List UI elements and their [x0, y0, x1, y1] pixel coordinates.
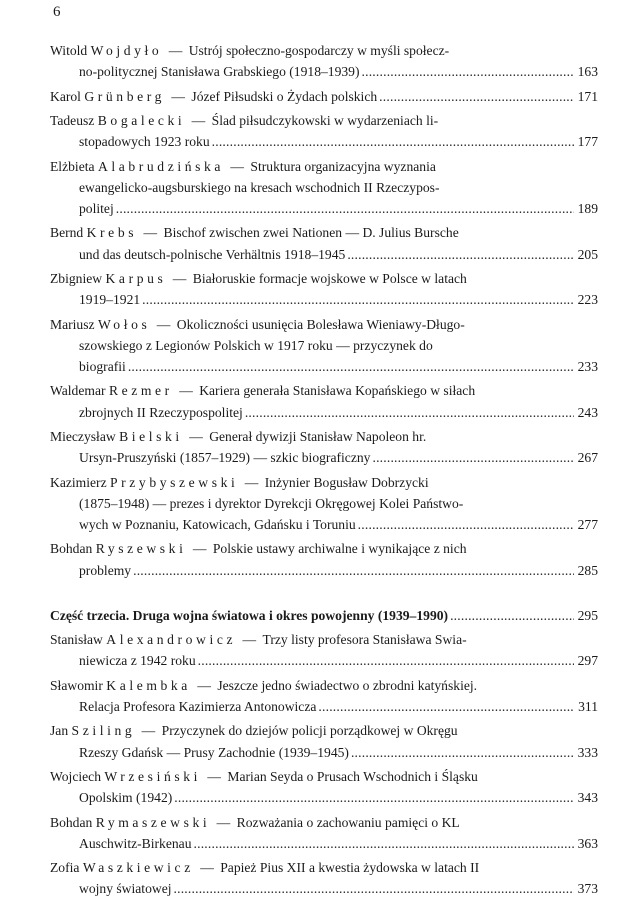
em-dash-separator: —: [168, 88, 189, 104]
entry-title-text: Józef Piłsudski o Żydach polskich: [191, 88, 378, 104]
entry-title-end: [50, 86, 377, 107]
entry-title-line: Kariera generała Stanisława Kopańskiego w siłach: [199, 383, 476, 399]
entry-page-number: 297: [577, 653, 598, 669]
dot-leader: [372, 447, 574, 468]
em-dash-separator: —: [193, 677, 215, 693]
entry-title-line: szowskiego z Legionów Polskich w 1917 roku — przyczynek do: [79, 337, 433, 353]
author-first-name: Witold: [50, 43, 88, 58]
author-surname: Rezmer: [108, 383, 173, 399]
dot-leader: [174, 787, 574, 808]
entry-last-line: [50, 86, 598, 107]
entry-title-line: Jeszcze jedno świadectwo o zbrodni katyńskiej.: [217, 677, 478, 693]
entry-head: [50, 541, 213, 556]
entry-page-number: 333: [577, 744, 598, 760]
entry-last-line: [79, 787, 598, 808]
entry-head: [50, 159, 250, 174]
author-first-name: Bernd: [50, 225, 84, 241]
entry-last-line: [79, 402, 598, 423]
entry-page-number: 223: [577, 292, 598, 308]
dot-leader: [194, 833, 575, 854]
toc-entry: [50, 86, 598, 107]
entry-last-line: [79, 356, 598, 377]
entry-page-number: 205: [577, 246, 598, 262]
author-surname: Karpus: [105, 270, 167, 286]
entry-page-number: 343: [577, 790, 598, 806]
em-dash-separator: —: [241, 474, 262, 490]
entry-title-end: niewicza z 1942 roku: [79, 653, 196, 669]
toc-entries-part-three: [50, 629, 598, 899]
entry-title-end: biografii: [79, 358, 126, 374]
entry-head: [50, 860, 220, 875]
entry-title-line: Przyczynek do dziejów policji porządkowej w Okręgu: [161, 723, 458, 739]
entry-page-number: 311: [578, 698, 598, 714]
entry-title-end: stopadowych 1923 roku: [79, 134, 210, 150]
toc-entry: [50, 720, 598, 762]
entry-page-number: 189: [577, 200, 598, 216]
author-first-name: Elżbieta: [50, 158, 95, 174]
author-surname: Kalembka: [106, 677, 191, 693]
entry-last-line: [79, 514, 598, 535]
author-first-name: Wojciech: [50, 768, 101, 784]
entry-title-line: Rozważania o zachowaniu pamięci o KL: [236, 814, 460, 830]
toc-entry: [50, 766, 598, 808]
author-surname: Alabrudzińska: [97, 158, 225, 174]
em-dash-separator: —: [185, 428, 207, 444]
toc-entry: [50, 812, 598, 854]
em-dash-separator: —: [175, 383, 197, 399]
em-dash-separator: —: [188, 112, 209, 128]
author-surname: Krebs: [86, 225, 138, 241]
entry-title-line: Marian Seyda o Prusach Wschodnich i Śląsku: [227, 768, 478, 784]
dot-leader: [358, 514, 574, 535]
entry-page-number: 163: [577, 64, 598, 80]
author-surname: Wołos: [97, 316, 151, 332]
author-first-name: Sławomir: [50, 677, 103, 693]
toc-entries-part-two: [50, 40, 598, 581]
author-surname: Wrzesiński: [104, 768, 202, 784]
author-first-name: Jan: [50, 723, 69, 739]
entry-title-line: (1875–1948) — prezes i dyrektor Dyrekcji Okręgowej Kolei Państwo-: [79, 495, 464, 511]
author-first-name: Stanisław: [50, 632, 103, 648]
entry-last-line: [79, 244, 598, 265]
author-surname: Wojdyło: [90, 43, 163, 58]
entry-last-line: [79, 650, 598, 671]
entry-title-line: Inżynier Bogusław Dobrzycki: [264, 474, 429, 490]
em-dash-separator: —: [239, 632, 260, 648]
author-surname: Przybyszewski: [110, 474, 239, 490]
entry-page-number: 171: [577, 88, 598, 104]
entry-title-end: Opolskim (1942): [79, 790, 173, 806]
entry-title-line: Trzy listy profesora Stanisława Swia-: [262, 632, 467, 648]
entry-title-line: ewangelicko-augsburskiego na kresach wschodnich II Rzeczypos-: [79, 179, 440, 195]
author-first-name: Bohdan: [50, 541, 93, 557]
em-dash-separator: —: [196, 860, 218, 876]
author-first-name: Mariusz: [50, 316, 95, 332]
entry-title-end: politej: [79, 200, 114, 216]
entry-page-number: 277: [577, 516, 598, 532]
entry-head: [50, 769, 227, 784]
dot-leader: [245, 402, 574, 423]
dot-leader: [347, 244, 574, 265]
entry-last-line: [79, 61, 598, 82]
entry-page-number: 177: [577, 134, 598, 150]
dot-leader: [142, 289, 574, 310]
entry-title-end: wojny światowej: [79, 881, 172, 897]
dot-leader: [379, 86, 574, 107]
entry-last-line: [79, 560, 598, 581]
entry-title-end: wych w Poznaniu, Katowicach, Gdańsku i Toruniu: [79, 516, 356, 532]
entry-title-end: no-politycznej Stanisława Grabskiego (1918–1939): [79, 64, 360, 80]
entry-head: [50, 43, 189, 58]
toc-entry: [50, 472, 598, 536]
entry-title-end: problemy: [79, 562, 132, 578]
author-surname: Alexandrowicz: [106, 632, 237, 648]
author-first-name: Mieczysław: [50, 428, 116, 444]
dot-leader: [198, 650, 574, 671]
entry-title-end: Rzeszy Gdańsk — Prusy Zachodnie (1939–1945): [79, 744, 349, 760]
table-of-contents: [50, 40, 598, 903]
toc-entry: [50, 268, 598, 310]
entry-last-line: [79, 198, 598, 219]
em-dash-separator: —: [204, 768, 225, 784]
em-dash-separator: —: [227, 158, 248, 174]
entry-head: [50, 225, 164, 240]
dot-leader: [212, 131, 574, 152]
entry-head: [50, 271, 193, 286]
em-dash-separator: —: [189, 541, 210, 557]
author-surname: Rymaszewski: [95, 814, 211, 830]
entry-page-number: 363: [577, 835, 598, 851]
entry-page-number: 233: [577, 358, 598, 374]
entry-last-line: [79, 742, 598, 763]
toc-entry: [50, 314, 598, 378]
toc-entry: [50, 222, 598, 264]
entry-title-line: Bischof zwischen zwei Nationen — D. Julius Bursche: [163, 225, 459, 241]
entry-last-line: [79, 289, 598, 310]
em-dash-separator: —: [138, 723, 159, 739]
entry-title-end: Auschwitz-Birkenau: [79, 835, 192, 851]
entry-page-number: 267: [577, 450, 598, 466]
toc-entry: [50, 629, 598, 671]
entry-head: [50, 429, 209, 444]
entry-head: [50, 475, 265, 490]
dot-leader: [133, 560, 574, 581]
entry-head: [50, 723, 162, 738]
entry-title-line: Papież Pius XII a kwestia żydowska w latach II: [220, 860, 480, 876]
entry-head: [50, 113, 212, 128]
author-first-name: Tadeusz: [50, 112, 95, 128]
entry-title-line: Białoruskie formacje wojskowe w Polsce w latach: [192, 270, 467, 286]
author-first-name: Kazimierz: [50, 474, 107, 490]
entry-page-number: 243: [577, 404, 598, 420]
dot-leader: [450, 605, 574, 626]
toc-entry: [50, 426, 598, 468]
toc-entry: [50, 110, 598, 152]
section-line: [50, 605, 598, 626]
em-dash-separator: —: [213, 814, 234, 830]
toc-entry: [50, 675, 598, 717]
dot-leader: [174, 878, 574, 899]
dot-leader: [116, 198, 574, 219]
entry-head: [50, 317, 177, 332]
dot-leader: [128, 356, 574, 377]
entry-title-line: Generał dywizji Stanisław Napoleon hr.: [209, 428, 427, 444]
entry-last-line: [79, 878, 598, 899]
section-title: Część trzecia. Druga wojna światowa i okres powojenny (1939–1990): [50, 607, 449, 623]
author-first-name: Bohdan: [50, 814, 93, 830]
toc-entry: [50, 538, 598, 580]
author-first-name: Zofia: [50, 860, 80, 876]
entry-last-line: [79, 833, 598, 854]
entry-head: [50, 815, 237, 830]
section-page-number: 295: [577, 607, 598, 623]
entry-title-end: und das deutsch-polnische Verhältnis 1918–1945: [79, 246, 346, 262]
dot-leader: [362, 61, 575, 82]
entry-title-end: Ursyn-Pruszyński (1857–1929) — szkic biograficzny: [79, 450, 371, 466]
entry-last-line: [79, 131, 598, 152]
entry-title-end: Relacja Profesora Kazimierza Antonowicza: [79, 698, 317, 714]
entry-title-end: zbrojnych II Rzeczypospolitej: [79, 404, 243, 420]
dot-leader: [318, 696, 574, 717]
author-first-name: Karol: [50, 88, 81, 104]
entry-title-line: Polskie ustawy archiwalne i wynikające z nich: [212, 541, 467, 557]
em-dash-separator: —: [153, 316, 174, 332]
author-first-name: Zbigniew: [50, 270, 103, 286]
em-dash-separator: —: [165, 43, 186, 58]
author-surname: Waszkiewicz: [82, 860, 194, 876]
author-surname: Bogalecki: [97, 112, 186, 128]
entry-title-line: Okoliczności usunięcia Bolesława Wieniawy-Długo-: [176, 316, 465, 332]
entry-last-line: [79, 696, 598, 717]
section-heading: [50, 605, 598, 626]
author-surname: Grünberg: [84, 88, 166, 104]
entry-head: [50, 89, 191, 104]
dot-leader: [351, 742, 574, 763]
entry-last-line: [79, 447, 598, 468]
entry-title-line: Ślad piłsudczykowski w wydarzeniach li-: [211, 112, 439, 128]
entry-page-number: 285: [577, 562, 598, 578]
toc-entry: [50, 156, 598, 220]
entry-head: [50, 383, 199, 398]
entry-title-line: Ustrój społeczno-gospodarczy w myśli społecz-: [188, 43, 450, 58]
entry-head: [50, 678, 217, 693]
em-dash-separator: —: [140, 225, 161, 241]
author-surname: Ryszewski: [95, 541, 187, 557]
toc-entry: [50, 40, 598, 82]
entry-page-number: 373: [577, 881, 598, 897]
entry-title-line: Struktura organizacyjna wyznania: [250, 158, 436, 174]
author-surname: Bielski: [119, 428, 183, 444]
page-number: 6: [53, 4, 61, 20]
author-first-name: Waldemar: [50, 383, 106, 399]
em-dash-separator: —: [169, 270, 190, 286]
toc-entry: [50, 380, 598, 422]
author-surname: Sziling: [71, 723, 136, 739]
entry-title-end: 1919–1921: [79, 292, 141, 308]
entry-head: [50, 632, 263, 647]
toc-entry: [50, 857, 598, 899]
